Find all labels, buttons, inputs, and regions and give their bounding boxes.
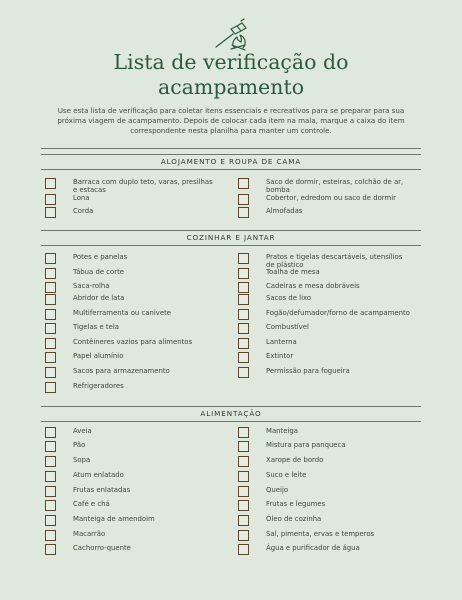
checkbox[interactable] [45,367,56,378]
checklist-item-label: Pratos e tigelas descartáveis, utensílios de plástico [266,253,403,270]
checklist-item-label: Frutas enlatadas [73,486,131,494]
checklist-item-label: Sopa [73,456,91,464]
checklist-item-label: Saco de dormir, esteiras, colchão de ar, bomba [266,178,404,195]
checkbox[interactable] [45,456,56,467]
checklist-item-label: Permissão para fogueira [266,367,350,375]
checkbox[interactable] [238,352,249,363]
checkbox[interactable] [238,500,249,511]
checkbox[interactable] [238,427,249,438]
checklist-item-label: Lona [73,194,90,202]
checklist-item-label: Pão [73,441,86,449]
checkbox[interactable] [45,500,56,511]
checkbox[interactable] [238,456,249,467]
checkbox[interactable] [45,294,56,305]
checkbox[interactable] [238,471,249,482]
checkbox[interactable] [45,194,56,205]
checklist-item-label: Cobertor, edredom ou saco de dormir [266,194,396,202]
checkbox[interactable] [45,253,56,264]
checkbox[interactable] [45,441,56,452]
checkbox[interactable] [238,515,249,526]
checkbox[interactable] [238,544,249,555]
checklist-item-label: Corda [73,207,94,215]
checklist-item-label: Abridor de lata [73,294,125,302]
checklist-item-label: Tigelas e tela [73,323,119,331]
checkbox[interactable] [45,352,56,363]
checklist-item-label: Lanterna [266,338,297,346]
checkbox[interactable] [45,427,56,438]
checkbox[interactable] [238,367,249,378]
checklist-item-label: Fogão/defumador/forno de acampamento [266,309,410,317]
section-header: ALIMENTAÇÃO [41,406,421,422]
checkbox[interactable] [238,323,249,334]
checklist-item-label: Macarrão [73,530,106,538]
checkbox[interactable] [45,544,56,555]
intro-text [48,106,414,137]
checklist-item-label: Potes e panelas [73,253,128,261]
intro-line-2: próxima viagem de acampamento. Depois de colocar cada item na mala, marque a caixa do item [57,116,405,126]
checklist-item-label: Frutas e legumes [266,500,326,508]
checklist-item-label: Papel alumínio [73,352,124,360]
checklist-item-label: Extintor [266,352,294,360]
page-title-line-1: Lista de verificação do [113,50,349,74]
checklist-item-label: Suco e leite [266,471,307,479]
checklist-item-label: Manteiga de amendoim [73,515,155,523]
page-title-line-2: acampamento [157,75,305,99]
intro-line-3: correspondente nesta planilha para manter um controle. [130,126,332,136]
checklist-item-label: Sal, pimenta, ervas e temperos [266,530,375,538]
checkbox[interactable] [238,268,249,279]
checklist-item-label: Barraca com duplo teto, varas, presilhas e estacas [73,178,213,195]
checkbox[interactable] [45,515,56,526]
checkbox[interactable] [238,338,249,349]
checkbox[interactable] [238,530,249,541]
campfire-marshmallow-icon [213,17,253,51]
checkbox[interactable] [238,194,249,205]
checklist-item-label: Sacos para armazenamento [73,367,170,375]
checklist-item-label: Café e chá [73,500,110,508]
checkbox[interactable] [238,309,249,320]
intro-line-1: Use esta lista de verificação para coletar itens essenciais e recreativos para se preparar para sua [57,106,405,115]
checkbox[interactable] [45,207,56,218]
checklist-item-label: Água e purificador de água [266,544,360,552]
checklist-item-label: Aveia [73,427,92,435]
checklist-item-label: Manteiga [266,427,298,435]
checkbox[interactable] [45,530,56,541]
checkbox[interactable] [238,486,249,497]
checklist-item-label: Multiferramenta ou canivete [73,309,172,317]
checkbox[interactable] [45,338,56,349]
checkbox[interactable] [238,207,249,218]
page-title [0,50,462,100]
checklist-item-label: Combustível [266,323,309,331]
checkbox[interactable] [238,253,249,264]
checkbox[interactable] [45,282,56,293]
checkbox[interactable] [238,282,249,293]
checkbox[interactable] [45,486,56,497]
checklist-item-label: Cachorro-quente [73,544,131,552]
section-header: ALOJAMENTO E ROUPA DE CAMA [41,154,421,170]
checklist-item-label: Saca-rolha [73,282,110,290]
checkbox[interactable] [45,178,56,189]
checklist-item-label: Contêineres vazios para alimentos [73,338,193,346]
checkbox[interactable] [45,309,56,320]
checklist-item-label: Óleo de cozinha [266,515,322,523]
checklist-item-label: Mistura para panqueca [266,441,346,449]
divider [41,148,421,149]
checklist-item-label: Tábua de corte [73,268,125,276]
checkbox[interactable] [45,471,56,482]
checklist-item-label: Almofadas [266,207,303,215]
checkbox[interactable] [45,323,56,334]
checkbox[interactable] [238,294,249,305]
checklist-item-label: Atum enlatado [73,471,124,479]
checklist-item-label: Cadeiras e mesa dobráveis [266,282,360,290]
checkbox[interactable] [45,268,56,279]
section-header: COZINHAR E JANTAR [41,230,421,246]
checkbox[interactable] [238,441,249,452]
checklist-item-label: Toalha de mesa [266,268,320,276]
checklist-item-label: Refrigeradores [73,382,124,390]
checklist-item-label: Xarope de bordo [266,456,324,464]
checklist-item-label: Sacos de lixo [266,294,312,302]
checkbox[interactable] [238,178,249,189]
checklist-item-label: Queijo [266,486,289,494]
checkbox[interactable] [45,382,56,393]
